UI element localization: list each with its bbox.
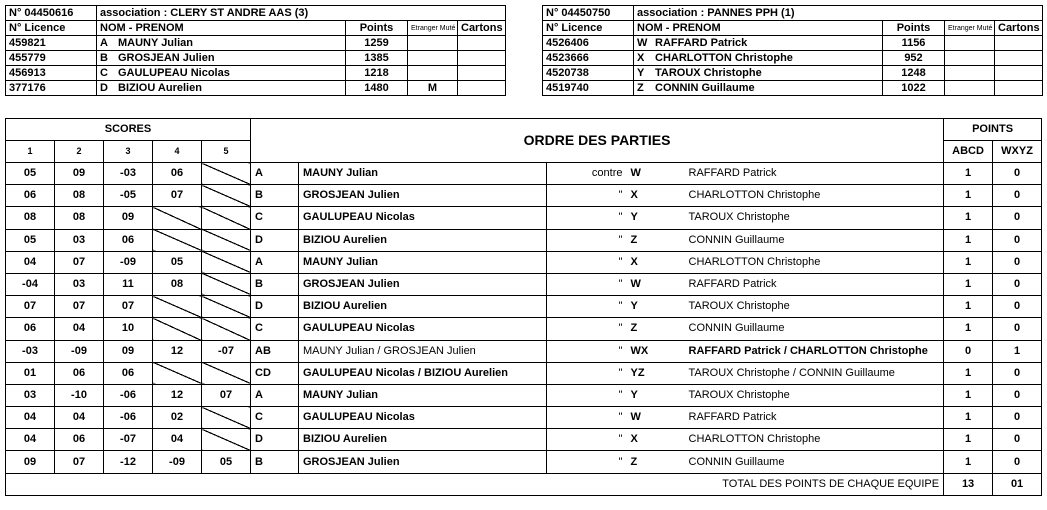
game-points-abcd: 1 — [944, 407, 993, 429]
player-etranger — [945, 66, 995, 81]
game-points-wxyz: 0 — [993, 362, 1042, 384]
player-row — [6, 66, 506, 81]
player-letter: Y — [637, 66, 645, 79]
set-score-1: 05 — [6, 229, 55, 251]
set-score-2: 07 — [55, 251, 104, 273]
game-points-wxyz: 0 — [993, 207, 1042, 229]
set-score-2: 07 — [55, 296, 104, 318]
set-number-5: 5 — [202, 141, 251, 163]
team-b-table — [542, 5, 1043, 96]
player-letter: Z — [637, 81, 644, 94]
player-letter: X — [637, 51, 645, 64]
set-score-1: 03 — [6, 384, 55, 406]
game-points-abcd: 1 — [944, 429, 993, 451]
set-score-3: 09 — [104, 207, 153, 229]
game-player-a: GROSJEAN Julien — [299, 273, 547, 295]
game-player-a: MAUNY Julian — [299, 163, 547, 185]
game-points-abcd: 1 — [944, 362, 993, 384]
set-score-4: 12 — [153, 384, 202, 406]
set-score-1: 07 — [6, 296, 55, 318]
ordre-des-parties-header: ORDRE DES PARTIES — [251, 119, 944, 163]
set-score-4 — [153, 207, 202, 229]
set-score-2: 06 — [55, 362, 104, 384]
game-letters-b: X — [627, 429, 685, 451]
col-nom-header: NOM - PRENOM — [634, 21, 883, 36]
game-points-abcd: 1 — [944, 296, 993, 318]
team-b-association: association : PANNES PPH (1) — [634, 6, 1043, 21]
game-player-b: RAFFARD Patrick — [685, 163, 944, 185]
set-score-1: 05 — [6, 163, 55, 185]
player-points: 1248 — [883, 66, 945, 81]
set-score-3: -07 — [104, 429, 153, 451]
games-table — [5, 118, 1042, 496]
set-score-1: 06 — [6, 318, 55, 340]
game-letters-b: Z — [627, 229, 685, 251]
set-score-4 — [153, 229, 202, 251]
game-row — [6, 273, 1042, 295]
game-letters-a: CD — [251, 362, 299, 384]
player-licence: 4520738 — [543, 66, 634, 81]
game-letters-a: AB — [251, 340, 299, 362]
player-name-cell — [97, 36, 346, 51]
set-score-2: 09 — [55, 163, 104, 185]
set-score-4 — [153, 296, 202, 318]
game-letters-b: Y — [627, 296, 685, 318]
points-header: POINTS — [944, 119, 1042, 141]
game-points-wxyz: 0 — [993, 273, 1042, 295]
game-points-abcd: 1 — [944, 384, 993, 406]
set-score-2: 08 — [55, 185, 104, 207]
total-label: TOTAL DES POINTS DE CHAQUE EQUIPE — [6, 473, 944, 495]
game-letters-b: Y — [627, 207, 685, 229]
game-versus: " — [547, 251, 627, 273]
set-score-4 — [153, 318, 202, 340]
set-score-5: -07 — [202, 340, 251, 362]
player-cartons — [995, 51, 1043, 66]
set-score-2: 03 — [55, 273, 104, 295]
game-points-wxyz: 0 — [993, 384, 1042, 406]
game-points-wxyz: 0 — [993, 407, 1042, 429]
set-score-5 — [202, 163, 251, 185]
game-row — [6, 407, 1042, 429]
set-score-5 — [202, 296, 251, 318]
game-letters-a: A — [251, 163, 299, 185]
player-name: MAUNY Julian — [118, 36, 193, 49]
game-player-b: CHARLOTTON Christophe — [685, 185, 944, 207]
set-score-3: 10 — [104, 318, 153, 340]
game-letters-a: A — [251, 384, 299, 406]
game-player-a: GAULUPEAU Nicolas / BIZIOU Aurelien — [299, 362, 547, 384]
game-versus: " — [547, 185, 627, 207]
player-name: BIZIOU Aurelien — [118, 81, 202, 94]
game-letters-b: W — [627, 407, 685, 429]
game-points-wxyz: 1 — [993, 340, 1042, 362]
game-letters-b: Z — [627, 318, 685, 340]
set-score-1: 04 — [6, 251, 55, 273]
game-points-abcd: 1 — [944, 273, 993, 295]
game-letters-b: X — [627, 251, 685, 273]
game-player-a: GAULUPEAU Nicolas — [299, 318, 547, 340]
col-cartons-header: Cartons — [995, 21, 1043, 36]
set-score-4: 04 — [153, 429, 202, 451]
player-points: 1259 — [346, 36, 408, 51]
player-etranger: M — [408, 81, 458, 96]
player-row — [543, 66, 1043, 81]
col-licence-header: N° Licence — [6, 21, 97, 36]
game-versus: " — [547, 207, 627, 229]
set-score-4: -09 — [153, 451, 202, 473]
game-letters-b: YZ — [627, 362, 685, 384]
game-versus: contre — [547, 163, 627, 185]
game-points-wxyz: 0 — [993, 163, 1042, 185]
game-player-a: BIZIOU Aurelien — [299, 429, 547, 451]
set-score-5 — [202, 318, 251, 340]
game-player-a: GAULUPEAU Nicolas — [299, 207, 547, 229]
set-score-1: 04 — [6, 429, 55, 451]
player-name-cell — [634, 81, 883, 96]
game-points-wxyz: 0 — [993, 296, 1042, 318]
set-score-1: -03 — [6, 340, 55, 362]
game-letters-b: W — [627, 273, 685, 295]
game-player-b: RAFFARD Patrick — [685, 407, 944, 429]
set-number-3: 3 — [104, 141, 153, 163]
player-name-cell — [634, 66, 883, 81]
game-letters-b: WX — [627, 340, 685, 362]
player-licence: 4523666 — [543, 51, 634, 66]
game-row — [6, 429, 1042, 451]
game-row — [6, 207, 1042, 229]
player-name-cell — [634, 36, 883, 51]
set-score-3: -05 — [104, 185, 153, 207]
game-points-abcd: 1 — [944, 163, 993, 185]
player-cartons — [458, 66, 506, 81]
set-score-3: -06 — [104, 407, 153, 429]
col-etranger-header: Etranger Muté — [945, 21, 995, 36]
games-rows — [6, 163, 1042, 474]
game-points-abcd: 0 — [944, 340, 993, 362]
set-score-2: -09 — [55, 340, 104, 362]
player-licence: 377176 — [6, 81, 97, 96]
player-etranger — [945, 51, 995, 66]
set-score-4: 02 — [153, 407, 202, 429]
player-points: 1385 — [346, 51, 408, 66]
player-row — [543, 36, 1043, 51]
set-score-1: 09 — [6, 451, 55, 473]
game-player-a: GROSJEAN Julien — [299, 185, 547, 207]
game-player-b: TAROUX Christophe — [685, 207, 944, 229]
game-player-b: CONNIN Guillaume — [685, 451, 944, 473]
set-score-3: 11 — [104, 273, 153, 295]
game-player-a: GAULUPEAU Nicolas — [299, 407, 547, 429]
player-name-cell — [97, 51, 346, 66]
set-score-5 — [202, 185, 251, 207]
game-player-a: BIZIOU Aurelien — [299, 229, 547, 251]
game-letters-a: C — [251, 207, 299, 229]
game-versus: " — [547, 407, 627, 429]
game-points-wxyz: 0 — [993, 229, 1042, 251]
player-points: 1156 — [883, 36, 945, 51]
col-points-header: Points — [346, 21, 408, 36]
game-versus: " — [547, 429, 627, 451]
game-letters-a: B — [251, 451, 299, 473]
set-score-2: 06 — [55, 429, 104, 451]
set-score-5 — [202, 207, 251, 229]
game-versus: " — [547, 229, 627, 251]
game-points-wxyz: 0 — [993, 429, 1042, 451]
game-player-b: TAROUX Christophe — [685, 384, 944, 406]
player-row — [6, 81, 506, 96]
game-points-wxyz: 0 — [993, 185, 1042, 207]
team-a-licence-number: N° 04450616 — [6, 6, 97, 21]
player-name: CONNIN Guillaume — [655, 81, 755, 94]
set-score-2: 03 — [55, 229, 104, 251]
player-name-cell — [97, 66, 346, 81]
set-score-4: 08 — [153, 273, 202, 295]
set-score-3: -09 — [104, 251, 153, 273]
team-b-players — [543, 36, 1043, 96]
game-player-b: RAFFARD Patrick — [685, 273, 944, 295]
col-licence-header: N° Licence — [543, 21, 634, 36]
set-score-5 — [202, 273, 251, 295]
game-row — [6, 451, 1042, 473]
game-letters-a: D — [251, 296, 299, 318]
player-name-cell — [634, 51, 883, 66]
player-cartons — [458, 51, 506, 66]
game-row — [6, 318, 1042, 340]
set-number-4: 4 — [153, 141, 202, 163]
game-letters-a: C — [251, 407, 299, 429]
player-etranger — [945, 81, 995, 96]
set-score-2: 07 — [55, 451, 104, 473]
player-licence: 455779 — [6, 51, 97, 66]
game-row — [6, 251, 1042, 273]
game-versus: " — [547, 340, 627, 362]
game-versus: " — [547, 384, 627, 406]
team-a-players — [6, 36, 506, 96]
player-letter: C — [100, 66, 108, 79]
set-score-5 — [202, 251, 251, 273]
set-score-5: 05 — [202, 451, 251, 473]
player-row — [543, 51, 1043, 66]
player-name: CHARLOTTON Christophe — [655, 51, 793, 64]
set-score-5 — [202, 229, 251, 251]
set-score-3: -03 — [104, 163, 153, 185]
set-score-1: 01 — [6, 362, 55, 384]
col-etranger-header: Etranger Muté — [408, 21, 458, 36]
player-etranger — [408, 66, 458, 81]
game-player-b: TAROUX Christophe — [685, 296, 944, 318]
set-score-3: 06 — [104, 229, 153, 251]
team-a-association: association : CLERY ST ANDRE AAS (3) — [97, 6, 506, 21]
game-versus: " — [547, 451, 627, 473]
game-player-b: CHARLOTTON Christophe — [685, 429, 944, 451]
game-letters-b: W — [627, 163, 685, 185]
team-a-table — [5, 5, 506, 96]
set-number-1: 1 — [6, 141, 55, 163]
game-row — [6, 163, 1042, 185]
player-cartons — [458, 81, 506, 96]
game-letters-a: B — [251, 185, 299, 207]
player-letter: A — [100, 36, 108, 49]
player-points: 1022 — [883, 81, 945, 96]
player-licence: 456913 — [6, 66, 97, 81]
set-score-2: 04 — [55, 318, 104, 340]
total-wxyz: 01 — [993, 473, 1042, 495]
game-player-b: CONNIN Guillaume — [685, 318, 944, 340]
set-score-1: 06 — [6, 185, 55, 207]
game-letters-a: C — [251, 318, 299, 340]
player-points: 1218 — [346, 66, 408, 81]
player-name: TAROUX Christophe — [655, 66, 762, 79]
game-points-abcd: 1 — [944, 451, 993, 473]
player-name: GAULUPEAU Nicolas — [118, 66, 230, 79]
game-letters-a: D — [251, 229, 299, 251]
game-row — [6, 384, 1042, 406]
game-player-a: BIZIOU Aurelien — [299, 296, 547, 318]
game-versus: " — [547, 362, 627, 384]
set-score-4: 05 — [153, 251, 202, 273]
player-name-cell — [97, 81, 346, 96]
player-letter: D — [100, 81, 108, 94]
scores-header: SCORES — [6, 119, 251, 141]
set-score-1: 04 — [6, 407, 55, 429]
game-points-abcd: 1 — [944, 318, 993, 340]
set-score-2: -10 — [55, 384, 104, 406]
player-cartons — [995, 36, 1043, 51]
game-letters-b: X — [627, 185, 685, 207]
total-abcd: 13 — [944, 473, 993, 495]
game-player-b: TAROUX Christophe / CONNIN Guillaume — [685, 362, 944, 384]
set-score-4: 06 — [153, 163, 202, 185]
player-cartons — [995, 66, 1043, 81]
player-row — [6, 36, 506, 51]
col-nom-header: NOM - PRENOM — [97, 21, 346, 36]
game-player-b: CONNIN Guillaume — [685, 229, 944, 251]
game-player-a: MAUNY Julian — [299, 251, 547, 273]
set-score-3: -12 — [104, 451, 153, 473]
team-b-licence-number: N° 04450750 — [543, 6, 634, 21]
game-points-abcd: 1 — [944, 251, 993, 273]
game-player-a: MAUNY Julian / GROSJEAN Julien — [299, 340, 547, 362]
set-score-2: 04 — [55, 407, 104, 429]
game-points-abcd: 1 — [944, 229, 993, 251]
set-number-2: 2 — [55, 141, 104, 163]
player-cartons — [458, 36, 506, 51]
game-points-wxyz: 0 — [993, 318, 1042, 340]
game-letters-a: D — [251, 429, 299, 451]
game-player-a: MAUNY Julian — [299, 384, 547, 406]
col-abcd-header: ABCD — [944, 141, 993, 163]
player-cartons — [995, 81, 1043, 96]
set-score-2: 08 — [55, 207, 104, 229]
game-points-wxyz: 0 — [993, 251, 1042, 273]
game-letters-b: Z — [627, 451, 685, 473]
player-etranger — [408, 36, 458, 51]
set-score-3: 07 — [104, 296, 153, 318]
game-row — [6, 229, 1042, 251]
game-player-b: CHARLOTTON Christophe — [685, 251, 944, 273]
game-versus: " — [547, 318, 627, 340]
set-score-5 — [202, 429, 251, 451]
player-etranger — [408, 51, 458, 66]
player-points: 952 — [883, 51, 945, 66]
col-wxyz-header: WXYZ — [993, 141, 1042, 163]
game-player-a: GROSJEAN Julien — [299, 451, 547, 473]
game-letters-b: Y — [627, 384, 685, 406]
set-score-3: -06 — [104, 384, 153, 406]
player-name: GROSJEAN Julien — [118, 51, 215, 64]
player-letter: W — [637, 36, 648, 49]
game-versus: " — [547, 296, 627, 318]
set-score-4 — [153, 362, 202, 384]
set-score-5 — [202, 362, 251, 384]
player-licence: 459821 — [6, 36, 97, 51]
game-row — [6, 185, 1042, 207]
col-points-header: Points — [883, 21, 945, 36]
player-row — [543, 81, 1043, 96]
set-score-4: 12 — [153, 340, 202, 362]
set-score-3: 09 — [104, 340, 153, 362]
player-letter: B — [100, 51, 108, 64]
game-letters-a: A — [251, 251, 299, 273]
game-row — [6, 296, 1042, 318]
col-cartons-header: Cartons — [458, 21, 506, 36]
game-player-b: RAFFARD Patrick / CHARLOTTON Christophe — [685, 340, 944, 362]
set-score-5: 07 — [202, 384, 251, 406]
player-licence: 4519740 — [543, 81, 634, 96]
game-letters-a: B — [251, 273, 299, 295]
game-row — [6, 362, 1042, 384]
set-score-1: 08 — [6, 207, 55, 229]
player-row — [6, 51, 506, 66]
player-points: 1480 — [346, 81, 408, 96]
game-points-wxyz: 0 — [993, 451, 1042, 473]
set-score-1: -04 — [6, 273, 55, 295]
player-name: RAFFARD Patrick — [655, 36, 748, 49]
set-score-3: 06 — [104, 362, 153, 384]
game-versus: " — [547, 273, 627, 295]
game-points-abcd: 1 — [944, 185, 993, 207]
set-score-5 — [202, 407, 251, 429]
player-licence: 4526406 — [543, 36, 634, 51]
game-row — [6, 340, 1042, 362]
game-points-abcd: 1 — [944, 207, 993, 229]
set-score-4: 07 — [153, 185, 202, 207]
player-etranger — [945, 36, 995, 51]
